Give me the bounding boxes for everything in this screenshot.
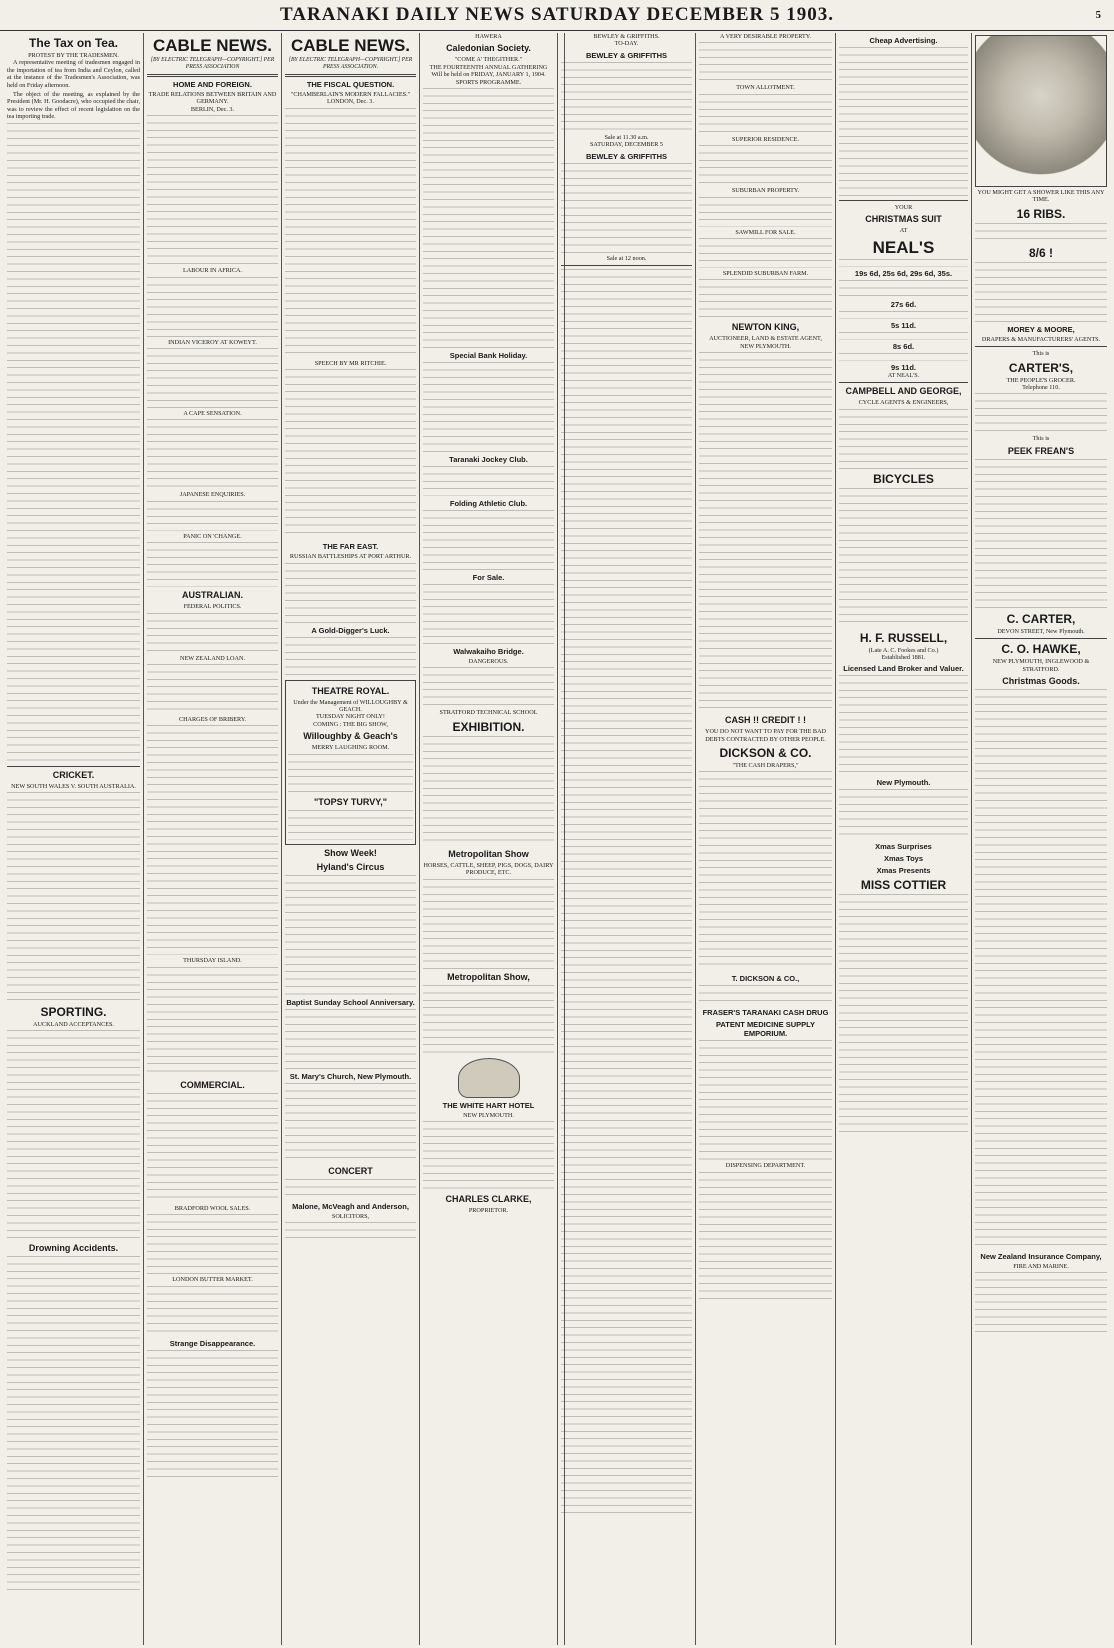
dateline: LONDON, Dec. 3. (327, 98, 374, 106)
telephone: Telephone 110. (1022, 384, 1060, 392)
advert-body-text (699, 771, 832, 971)
headline-bridge: Walwakaiho Bridge. (453, 647, 524, 657)
subhead-fiscal: "CHAMBERLAIN'S MODERN FALLACIES." (290, 91, 411, 98)
subhead-speech: SPEECH BY MR RITCHIE. (314, 359, 387, 367)
headline-far-east: THE FAR EAST. (322, 542, 379, 552)
stratford-school: STRATFORD TECHNICAL SCHOOL (439, 709, 538, 717)
price-navy: 8s 6d. (892, 341, 915, 351)
article-body-text (285, 563, 416, 623)
article-body-text (147, 967, 278, 1077)
headline-lawyers: Malone, McVeagh and Anderson, (292, 1201, 409, 1211)
advert-body-text (285, 875, 416, 995)
headline-white-hart: THE WHITE HART HOTEL (442, 1100, 535, 1110)
cable-credit: [BY ELECTRIC TELEGRAPH—COPYRIGHT.] PER PRESS ASSOCIATION (150, 57, 275, 70)
divider (7, 766, 140, 767)
article-body-text (147, 501, 278, 531)
masthead (0, 0, 1114, 31)
subhead-bradford: BRADFORD WOOL SALES. (174, 1204, 251, 1212)
property-top: A VERY DESIRABLE PROPERTY. (720, 33, 811, 40)
subhead-farm: SPLENDID SUBURBAN FARM. (722, 270, 809, 278)
advert-body-text (288, 754, 413, 794)
article-body-text (285, 369, 416, 539)
headline-caledonian: Caledonian Society. (446, 43, 531, 54)
advert-body-text (423, 88, 554, 348)
column-4 (420, 33, 558, 1645)
at-label: AT (899, 227, 908, 235)
dickson-sub: "THE CASH DRAPERS," (732, 762, 799, 770)
russell-sub: (Late A. C. Fookes and Co.) (868, 646, 939, 654)
headline-charles-clarke: CHARLES CLARKE, (445, 1194, 532, 1205)
subhead-panic: PANIC ON 'CHANGE. (183, 532, 242, 540)
this-is-1: This is (1032, 350, 1050, 358)
theatre-management: Under the Management of WILLOUGHBY & GEACH. (293, 698, 408, 714)
cable-credit: [BY ELECTRIC TELEGRAPH—COPYRIGHT.] PER PRESS ASSOCIATION. (288, 57, 413, 70)
advert-body-text (699, 279, 832, 319)
subhead-nzloan: NEW ZEALAND LOAN. (179, 654, 245, 662)
article-body-text (147, 1286, 278, 1336)
theatre-company-sub: MERRY LAUGHING ROOM. (311, 744, 390, 752)
advert-body-text (839, 353, 968, 361)
headline-russell: H. F. RUSSELL, (859, 630, 948, 645)
advert-body-text (699, 197, 832, 227)
article-body-text (7, 123, 140, 763)
advert-body-text (839, 311, 968, 319)
divider (147, 74, 278, 77)
column-1 (4, 33, 144, 1645)
advert-body-text (699, 145, 832, 185)
headline-campbell-george: CAMPBELL AND GEORGE, (845, 386, 962, 397)
price-roslyn: 9s 11d. (890, 362, 917, 372)
at-neals: AT NEAL'S. (887, 371, 920, 379)
your-label: YOUR (894, 204, 913, 211)
article-body-text (285, 637, 416, 677)
headline-christmas-goods: Christmas Goods. (1002, 676, 1080, 687)
article-body-text (147, 1350, 278, 1480)
headline-cash-credit: CASH !! CREDIT ! ! (725, 715, 806, 726)
headline-bank-holiday: Special Bank Holiday. (449, 351, 528, 361)
headline-strange: Strange Disappearance. (169, 1338, 256, 1348)
headline-bicycles: BICYCLES (873, 471, 934, 486)
headline-cricket: CRICKET. (52, 769, 95, 780)
article-body-text (7, 792, 140, 1002)
advert-body-text (699, 352, 832, 712)
subhead-protest: PROTEST BY THE TRADESMEN. (28, 52, 119, 59)
dateline: BERLIN, Dec. 3. (190, 105, 235, 113)
subhead-federal: FEDERAL POLITICS. (183, 603, 242, 611)
headline-cable-news: CABLE NEWS. (153, 36, 272, 55)
nz-insurance-sub: FIRE AND MARINE. (1013, 1263, 1069, 1271)
advert-body-text (561, 269, 692, 1519)
ribs-caption: YOU MIGHT GET A SHOWER LIKE THIS ANY TIME. (977, 189, 1105, 204)
newton-sub: AUCTIONEER, LAND & ESTATE AGENT, (709, 335, 822, 343)
headline-jockey-club: Taranaki Jockey Club. (449, 455, 528, 465)
headline-christmas-suit: CHRISTMAS SUIT (865, 214, 942, 225)
hawke-sub: NEW PLYMOUTH, INGLEWOOD & STRATFORD. (992, 658, 1090, 673)
advert-body-text (839, 488, 968, 628)
headline-t-dickson: T. DICKSON & CO., (731, 974, 800, 984)
advert-body-text (561, 163, 692, 253)
advert-body-text (423, 667, 554, 707)
article-body-text (147, 1214, 278, 1274)
advert-body-text (839, 280, 968, 298)
headline-carters: CARTER'S, (1008, 360, 1074, 375)
advert-body-text (288, 810, 413, 840)
advert-body-text (975, 262, 1107, 322)
advert-body-text (839, 894, 968, 1134)
sale-time-2: Sale at 12 noon. (606, 254, 647, 262)
article-body-text (147, 348, 278, 408)
advert-body-text (423, 584, 554, 644)
subhead-bribery: CHARGES OF BRIBERY. (178, 716, 247, 724)
advert-body-text (423, 985, 554, 1055)
advert-body-text (839, 409, 968, 469)
article-body-text (147, 115, 278, 265)
headline-xmas-surprises: Xmas Surprises (875, 842, 932, 852)
subhead-sensation: A CAPE SENSATION. (183, 410, 242, 418)
lawyers-sub: SOLICITORS, (331, 1212, 370, 1220)
caledonian-date: Will be held on FRIDAY, JANUARY 1, 1904. (431, 71, 546, 79)
headline-land-broker: Licensed Land Broker and Valuer. (843, 664, 964, 674)
column-auctions (558, 33, 696, 1645)
umbrella-illustration (975, 35, 1107, 187)
subhead-dispensing: DISPENSING DEPARTMENT. (725, 1162, 806, 1170)
headline-tax-on-tea: The Tax on Tea. (29, 36, 118, 50)
subhead-sawmill: SAWMILL FOR SALE. (735, 228, 796, 236)
advert-body-text (975, 689, 1107, 1249)
article-body-text (147, 613, 278, 653)
advert-body-text (839, 47, 968, 197)
proprietor: PROPRIETOR. (468, 1207, 509, 1215)
subhead-butter: LONDON BUTTER MARKET. (172, 1276, 253, 1284)
price-ribs: 8/6 ! (1028, 245, 1053, 260)
article-body-text (147, 1093, 278, 1203)
advert-body-text (699, 985, 832, 1005)
headline-bewley-1: BEWLEY & GRIFFITHS (585, 50, 668, 60)
headline-circus: Hyland's Circus (316, 861, 385, 872)
sports-programme: SPORTS PROGRAMME. (455, 78, 522, 86)
subhead-sporting: AUCKLAND ACCEPTANCES. (33, 1021, 114, 1029)
today-label: TO-DAY. (614, 40, 639, 48)
carters-sub: THE PEOPLE'S GROCER. (1006, 376, 1076, 384)
headline-morey-moore: MOREY & MOORE, (1007, 324, 1075, 334)
advert-body-text (285, 1222, 416, 1242)
advert-body-text (839, 789, 968, 839)
article-body-text (7, 1256, 140, 1596)
theatre-advert (285, 680, 416, 845)
article-body-text (285, 108, 416, 358)
russell-established: Established 1881. (881, 654, 926, 662)
headline-cable-news-2: CABLE NEWS. (291, 36, 410, 55)
headline-australian: AUSTRALIAN. (182, 590, 243, 601)
price-trousers: 5s 11d. (890, 320, 917, 330)
advert-body-text (699, 42, 832, 82)
headline-newton-king: NEWTON KING, (731, 322, 800, 333)
masthead-title: TARANAKI DAILY NEWS SATURDAY DECEMBER 5 1903. (279, 4, 835, 25)
advert-body-text (839, 259, 968, 267)
cash-sub: YOU DO NOT WANT TO PAY FOR THE BAD DEBTS CONTRACTED BY OTHER PEOPLE. (704, 728, 827, 743)
subhead-cricket: NEW SOUTH WALES V. SOUTH AUSTRALIA. (11, 782, 136, 790)
theatre-company: Willoughby & Geach's (303, 731, 398, 742)
column-6 (696, 33, 836, 1645)
headline-for-sale: For Sale. (472, 573, 505, 583)
headline-xmas-presents: Xmas Presents (876, 866, 931, 876)
advert-body-text (423, 510, 554, 570)
divider (975, 638, 1107, 639)
column-7 (836, 33, 972, 1645)
headline-concert: CONCERT (328, 1165, 373, 1176)
divider (561, 265, 692, 266)
subhead-suburban: SUBURBAN PROPERTY. (731, 187, 800, 195)
headline-nz-insurance: New Zealand Insurance Company, (980, 1252, 1102, 1262)
divider (285, 74, 416, 77)
headline-fraser: FRASER'S TARANAKI CASH DRUG (702, 1008, 829, 1018)
subhead-superior: SUPERIOR RESIDENCE. (731, 135, 800, 143)
sale-time: Sale at 11.30 a.m. (604, 133, 649, 141)
newspaper-columns (4, 33, 1110, 1645)
divider (839, 382, 968, 383)
subhead-labour: LABOUR IN AFRICA. (183, 267, 242, 275)
advert-body-text (285, 1083, 416, 1163)
article-body-text (147, 277, 278, 337)
headline-peek-frean: PEEK FREAN'S (1007, 445, 1075, 456)
headline-metropolitan-2: Metropolitan Show, (447, 971, 530, 982)
subhead-far-east: RUSSIAN BATTLESHIPS AT PORT ARTHUR. (289, 553, 412, 561)
headline-hawke: C. O. HAWKE, (1001, 642, 1081, 657)
advert-body-text (423, 362, 554, 452)
advert-body-text (423, 1121, 554, 1191)
headline-commercial: COMMERCIAL. (180, 1079, 245, 1090)
headline-dickson: DICKSON & CO. (719, 746, 812, 761)
royal-arms-emblem (458, 1058, 520, 1098)
article-body-text (147, 664, 278, 714)
hawera-heading: HAWERA (475, 33, 502, 40)
article-paragraph: The object of the meeting, as explained by the President (Mr. H. Goodacre), who occupied the chair, was to review the effect of recent legislation on the tea importing trade. (7, 91, 140, 121)
article-paragraph: A representative meeting of tradesmen engaged in the importation of tea from India and Ceylon, called at the instance of the Tradesmen's Association, was held on Friday afternoon. (7, 59, 140, 89)
headline-neals: NEAL'S (872, 237, 935, 257)
headline-st-marys: St. Mary's Church, New Plymouth. (289, 1071, 412, 1081)
advert-body-text (699, 238, 832, 268)
headline-miss-cottier: MISS COTTIER (860, 878, 947, 893)
headline-fiscal: THE FISCAL QUESTION. (306, 80, 395, 89)
theatre-coming: COMING : THE BIG SHOW, (313, 720, 388, 728)
advert-body-text (561, 62, 692, 132)
metropolitan-sub: HORSES, CATTLE, SHEEP, PIGS, DOGS, DAIRY PRODUCE, ETC. (423, 861, 554, 877)
c-carter-sub: DEVON STREET, New Plymouth. (997, 627, 1085, 635)
headline-baptist: Baptist Sunday School Anniversary. (286, 997, 415, 1007)
column-8 (972, 33, 1110, 1645)
campbell-sub: CYCLE AGENTS & ENGINEERS, (858, 399, 949, 407)
bridge-dangerous: DANGEROUS. (468, 658, 509, 666)
headline-xmas-toys: Xmas Toys (883, 854, 924, 864)
headline-drowning: Drowning Accidents. (28, 1243, 119, 1254)
advert-body-text (285, 1009, 416, 1069)
headline-new-plymouth: New Plymouth. (876, 778, 931, 788)
article-body-text (147, 725, 278, 955)
advert-body-text (975, 393, 1107, 433)
column-2 (144, 33, 282, 1645)
advert-body-text (423, 466, 554, 496)
advert-body-text (699, 1172, 832, 1302)
headline-cheap-advertising: Cheap Advertising. (869, 36, 938, 45)
advert-body-text (975, 459, 1107, 609)
article-body-text (147, 542, 278, 587)
headline-patent: PATENT MEDICINE SUPPLY EMPORIUM. (715, 1020, 816, 1039)
column-3 (282, 33, 420, 1645)
theatre-show: "TOPSY TURVY," (313, 796, 388, 807)
advert-body-text (699, 1040, 832, 1160)
headline-bewley-2: BEWLEY & GRIFFITHS (585, 151, 668, 161)
advert-body-text (839, 332, 968, 340)
price-vicuna: 27s 6d. (890, 299, 917, 309)
divider (839, 200, 968, 201)
advert-body-text (699, 94, 832, 134)
advert-body-text (839, 675, 968, 775)
article-body-text (147, 419, 278, 489)
headline-show-week: Show Week! (324, 847, 377, 858)
this-is-2: This is (1032, 435, 1050, 443)
price-suits: 19s 6d, 25s 6d, 29s 6d, 35s. (854, 268, 953, 278)
headline-folding: Folding Athletic Club. (449, 499, 528, 509)
advert-body-text (975, 1272, 1107, 1332)
white-hart-location: NEW PLYMOUTH. (463, 1111, 514, 1119)
subhead-viceroy: INDIAN VICEROY AT KOWEYT. (168, 338, 257, 346)
headline-sporting: SPORTING. (40, 1005, 107, 1020)
caledonian-gathering: THE FOURTEENTH ANNUAL GATHERING (429, 63, 548, 71)
headline-home-foreign: HOME AND FOREIGN. (173, 80, 252, 89)
headline-c-carter: C. CARTER, (1006, 611, 1076, 626)
subhead-trade: TRADE RELATIONS BETWEEN BRITAIN AND GERMANY. (148, 91, 277, 106)
headline-exhibition: EXHIBITION. (452, 719, 525, 734)
advert-body-text (285, 1179, 416, 1199)
morey-sub: DRAPERS & MANUFACTURERS' AGENTS. (981, 335, 1101, 343)
headline-16-ribs: 16 RIBS. (1016, 206, 1066, 221)
subhead-town: TOWN ALLOTMENT. (736, 84, 795, 92)
subhead-japanese: JAPANESE ENQUIRIES. (179, 491, 246, 499)
headline-metropolitan: Metropolitan Show (448, 848, 529, 859)
caledonian-motto: "COME A' THEGITHER." (454, 56, 523, 64)
article-body-text (7, 1030, 140, 1240)
advert-body-text (423, 736, 554, 846)
theatre-night: TUESDAY NIGHT ONLY! (316, 713, 385, 721)
divider (975, 346, 1107, 347)
newton-location: NEW PLYMOUTH. (740, 342, 791, 350)
headline-gold-digger: A Gold-Digger's Luck. (311, 625, 390, 635)
sale-date: SATURDAY, DECEMBER 5 (589, 141, 664, 149)
theatre-title: THEATRE ROYAL. (311, 685, 390, 696)
bewley-top: BEWLEY & GRIFFITHS. (593, 33, 660, 40)
subhead-island: THURSDAY ISLAND. (183, 957, 242, 965)
page-number: 5 (1095, 9, 1102, 21)
advert-body-text (423, 879, 554, 969)
advert-body-text (975, 223, 1107, 243)
